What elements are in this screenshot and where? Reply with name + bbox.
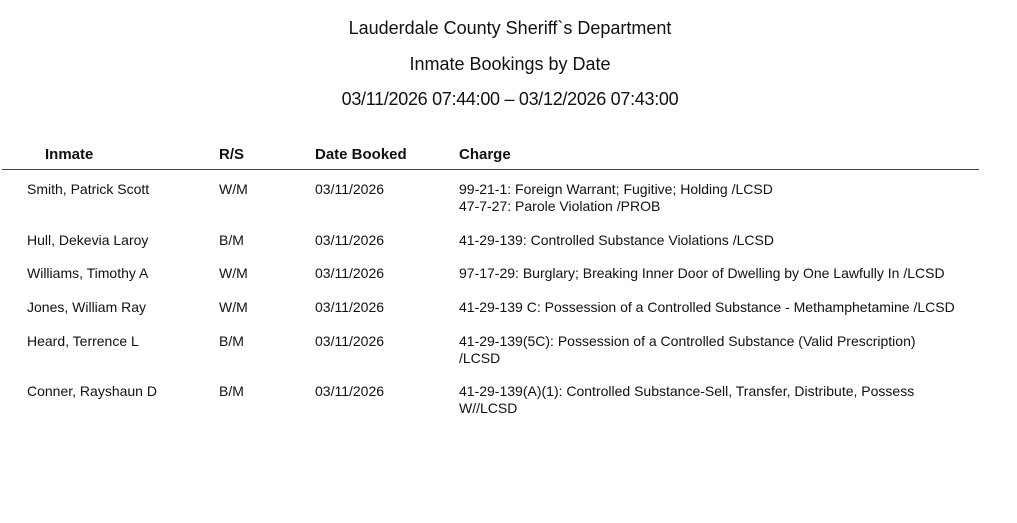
inmate-name: Conner, Rayshaun D bbox=[27, 383, 157, 399]
race-sex: B/M bbox=[219, 333, 244, 349]
charge-line: W//LCSD bbox=[459, 400, 518, 416]
report-title: Inmate Bookings by Date bbox=[409, 54, 611, 74]
inmate-name: Jones, William Ray bbox=[27, 299, 147, 315]
inmate-name: Williams, Timothy A bbox=[27, 265, 149, 281]
charges bbox=[459, 299, 955, 316]
charge-line: /LCSD bbox=[459, 350, 501, 366]
date-booked: 03/11/2026 bbox=[315, 383, 385, 399]
date-booked: 03/11/2026 bbox=[315, 181, 385, 197]
race-sex: W/M bbox=[219, 265, 248, 281]
charges bbox=[459, 232, 774, 249]
race-sex: B/M bbox=[219, 232, 244, 248]
race-sex: W/M bbox=[219, 299, 248, 315]
inmate-name: Smith, Patrick Scott bbox=[27, 181, 150, 197]
charges bbox=[459, 383, 914, 417]
date-booked: 03/11/2026 bbox=[315, 265, 385, 281]
date-booked: 03/11/2026 bbox=[315, 232, 385, 248]
header-divider bbox=[2, 169, 979, 170]
charge-line: 41-29-139(5C): Possession of a Controlled Substance (Valid Prescription) bbox=[459, 333, 916, 349]
date-booked: 03/11/2026 bbox=[315, 333, 385, 349]
column-header-inmate: Inmate bbox=[45, 146, 94, 163]
charge-line: 97-17-29: Burglary; Breaking Inner Door of Dwelling by One Lawfully In /LCSD bbox=[459, 265, 945, 281]
charge-line: 41-29-139(A)(1): Controlled Substance-Sell, Transfer, Distribute, Possess bbox=[459, 383, 915, 399]
race-sex: W/M bbox=[219, 181, 248, 197]
column-header-charge: Charge bbox=[459, 146, 511, 163]
inmate-name: Heard, Terrence L bbox=[27, 333, 139, 349]
inmate-name: Hull, Dekevia Laroy bbox=[27, 232, 149, 248]
column-header-date-booked: Date Booked bbox=[315, 146, 407, 163]
charges bbox=[459, 333, 916, 367]
report-date-range: 03/11/2026 07:44:00 – 03/12/2026 07:43:00 bbox=[341, 89, 679, 109]
charges bbox=[459, 265, 945, 282]
date-booked: 03/11/2026 bbox=[315, 299, 385, 315]
charges bbox=[459, 181, 773, 215]
report-agency: Lauderdale County Sheriff`s Department bbox=[348, 18, 672, 38]
charge-line: 41-29-139: Controlled Substance Violations /LCSD bbox=[459, 232, 774, 248]
race-sex: B/M bbox=[219, 383, 244, 399]
column-header-rs: R/S bbox=[219, 146, 245, 163]
charge-line: 47-7-27: Parole Violation /PROB bbox=[459, 198, 661, 214]
charge-line: 99-21-1: Foreign Warrant; Fugitive; Holding /LCSD bbox=[459, 181, 773, 197]
charge-line: 41-29-139 C: Possession of a Controlled Substance - Methamphetamine /LCSD bbox=[459, 299, 955, 315]
